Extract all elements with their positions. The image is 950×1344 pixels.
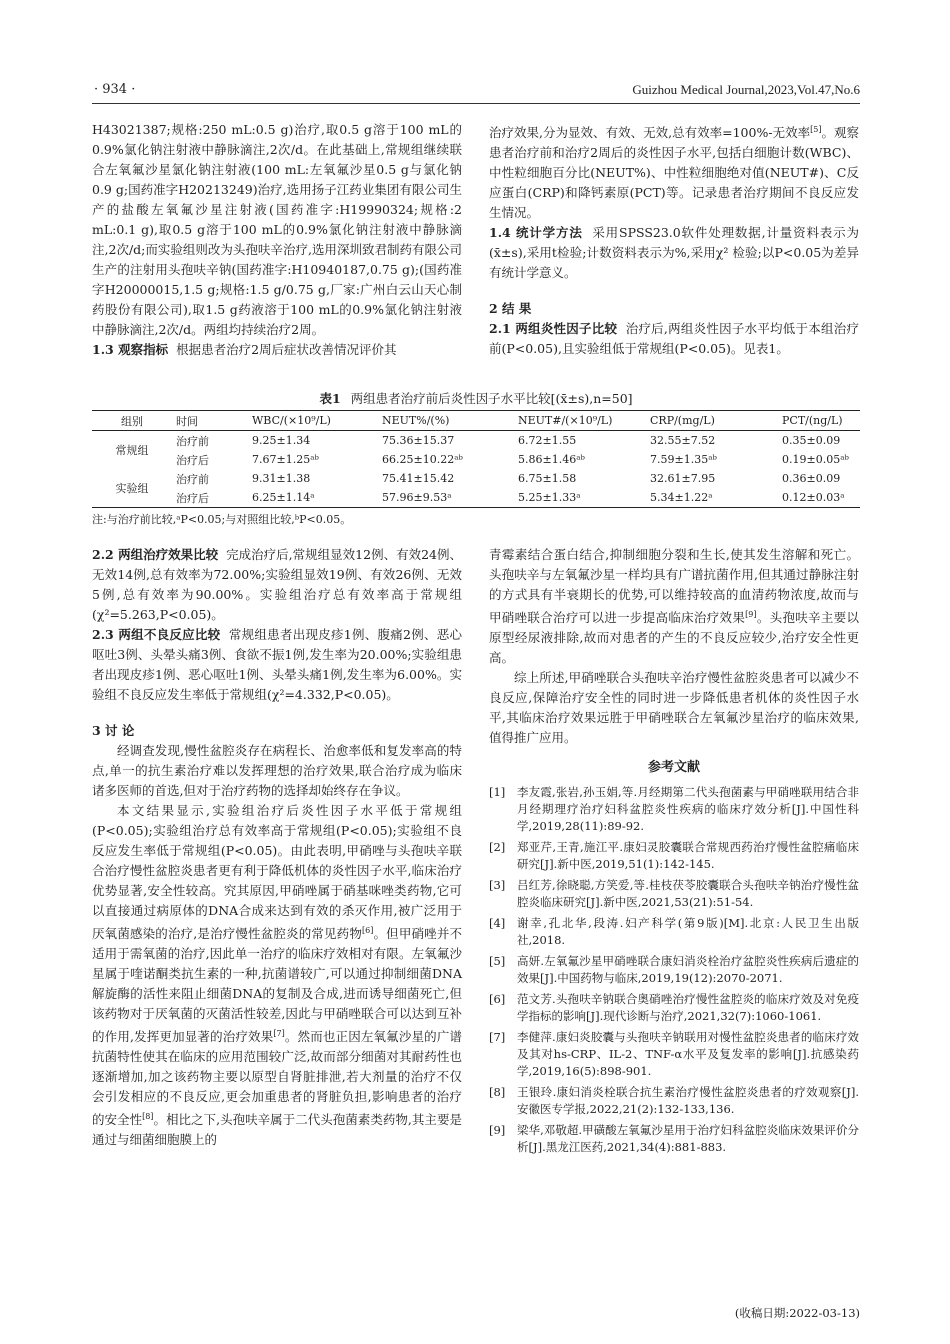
section-1-4 [489, 223, 859, 283]
table-cell: 治疗后 [176, 491, 209, 505]
table-cell: 75.41±15.42 [382, 472, 455, 485]
received-date: (收稿日期:2022-03-13) [734, 1306, 860, 1320]
section-1-3-title: 1.3 观察指标 [92, 342, 169, 357]
table-cell: 治疗后 [176, 453, 209, 467]
reference-text: 李健萍.康妇炎胶囊与头孢呋辛钠联用对慢性盆腔炎患者的临床疗效及其对hs-CRP、IL-2、TNF-α水平及复发率的影响[J].抗感染药学,2019,16(5):898-901. [517, 1030, 859, 1079]
reference-number: [7] [489, 1030, 506, 1045]
reference-text: 梁华,邓敬超.甲磺酸左氧氟沙星用于治疗妇科盆腔炎临床效果评价分析[J].黑龙江医药,2021,34(4):881-883. [517, 1123, 859, 1155]
section-1-4-title: 1.4 统计学方法 [489, 225, 583, 241]
table-cell: 32.55±7.52 [650, 434, 716, 447]
group-cell: 实验组 [115, 482, 149, 495]
section-2-1-title: 2.1 两组炎性因子比较 [489, 321, 618, 337]
reference-text: 吕红芳,徐晓聪,方笑爱,等.桂枝茯苓胶囊联合头孢呋辛钠治疗慢性盆腔炎临床研究[J].新中医,2021,53(21):51-54. [517, 878, 859, 910]
section-2-1-text: 治疗后,两组炎性因子水平均低于本组治疗前(P<0.05),且实验组低于常规组(P<0.05)。见表1。 [489, 321, 859, 357]
section-1-3-text: 根据患者治疗2周后症状改善情况评价其 [176, 342, 397, 357]
reference-item [489, 915, 859, 949]
reference-number: [6] [489, 992, 506, 1007]
table-cell: 75.36±15.37 [382, 434, 455, 447]
section-2-2 [92, 545, 462, 625]
col-header: NEUT%/(%) [382, 414, 450, 427]
reference-number: [4] [489, 916, 506, 931]
table-note: 注:与治疗前比较,ᵃP<0.05;与对照组比较,ᵇP<0.05。 [92, 513, 352, 526]
discussion-text: 本文结果显示,实验组治疗后炎性因子水平低于常规组(P<0.05);实验组治疗总有效率高于常规组(P<0.05);实验组不良反应发生率低于常规组(P<0.05)。由此表明,甲硝唑与头孢呋辛联合治疗慢性盆腔炎患者更有利于降低机体的炎性因子水平,临床治疗优势显著,安全性较高。究其原因,甲硝唑属于硝基咪唑类药物,它可以直接通过病原体的DNA合成来达到有效的杀灭作用,被广泛用于厌氧菌感染的治疗,是治疗慢性盆腔炎的常见药物 [92, 803, 462, 942]
table-cell: 9.31±1.38 [252, 472, 311, 485]
method-paragraph: H43021387;规格:250 mL:0.5 g)治疗,取0.5 g溶于100 mL的0.9%氯化钠注射液中静脉滴注,2次/d。在此基础上,常规组继续联合左氧氟沙星氯化钠注射液(100 mL:左氧氟沙星0.5 g与氯化钠0.9 g;国药准字H20213249)治疗,选用扬子江药业集团有限公司生产的盐酸左氧氟沙星注射液(国药准字:H19990324;规格:2 mL:0.1 g),取0.5 g溶于100 mL的0.9%氯化钠注射液中静脉滴注,2次/d;而实验组则改为头孢呋辛治疗,选用深圳致君制药有限公司生产的注射用头孢呋辛钠(国药准字:H10940187,0.75 g);(国药准字H20000015,1.5 g;规格:1.5 g/0.75 g,厂家:广州白云山天心制药股份有限公司),取1.5 g药液溶于100 mL的0.9%氯化钠注射液中静脉滴注,2次/d。两组均持续治疗2周。 [92, 122, 462, 337]
citation-8: [8] [142, 1112, 154, 1122]
table-cell: 7.67±1.25ᵃᵇ [252, 453, 319, 466]
table-1 [92, 389, 860, 527]
col-header: PCT/(ng/L) [782, 414, 843, 427]
references-list [489, 784, 859, 1156]
table-title: 两组患者治疗前后炎性因子水平比较[(x̄±s),n=50] [350, 391, 633, 406]
outcome-text-cont: 。观察患者治疗前和治疗2周后的炎性因子水平,包括白细胞计数(WBC)、中性粒细胞百分比(NEUT%)、中性粒细胞绝对值(NEUT#)、C反应蛋白(CRP)和降钙素原(PCT)等。记录患者治疗期间不良反应发生情况。 [489, 125, 859, 221]
left-column-bottom [92, 545, 462, 1150]
section-1-3 [92, 340, 462, 360]
citation-7: [7] [273, 1029, 285, 1039]
table-cell: 0.36±0.09 [782, 472, 841, 485]
col-header: CRP/(mg/L) [650, 414, 715, 427]
reference-item [489, 1084, 859, 1118]
table-cell: 57.96±9.53ᵃ [382, 491, 452, 504]
table-cell: 0.19±0.05ᵃᵇ [782, 453, 849, 466]
table-header-row [92, 411, 860, 431]
discussion-text: 。相比之下,头孢呋辛属于二代头孢菌素类药物,其主要是通过与细菌细胞膜上的 [92, 1112, 462, 1148]
right-column-top [489, 120, 859, 359]
reference-number: [2] [489, 840, 506, 855]
discussion-text: 。然而也正因左氧氟沙星的广谱抗菌特性使其在临床的应用范围较广泛,故而部分细菌对其耐药性也逐渐增加,加之该药物主要以原型自肾脏排泄,若大剂量的治疗不仅会引发相应的不良反应,更会加重患者的肾脏负担,影响患者的治疗的安全性 [92, 1029, 462, 1128]
table-cell: 治疗前 [176, 434, 209, 448]
reference-item [489, 1029, 859, 1080]
citation-6: [6] [362, 926, 374, 935]
section-1-4-text: 采用SPSS23.0软件处理数据,计量资料表示为(x̄±s),采用t检验;计数资料表示为%,采用χ² 检验;以P<0.05为差异有统计学意义。 [489, 225, 859, 281]
discussion-continued [489, 545, 859, 668]
table-cell: 0.35±0.09 [782, 434, 841, 447]
col-header: 组别 [121, 414, 143, 428]
reference-item [489, 877, 859, 911]
data-table [92, 410, 860, 508]
reference-text: 谢幸,孔北华,段涛.妇产科学(第9版)[M].北京:人民卫生出版社,2018. [517, 916, 859, 948]
references-title: 参考文献 [647, 760, 700, 776]
table-row [92, 450, 860, 469]
table-row [92, 488, 860, 508]
table-label: 表1 [319, 391, 341, 406]
discussion-paragraph-2 [92, 801, 462, 1150]
table-caption [92, 389, 860, 407]
table-cell: 66.25±10.22ᵃᵇ [382, 453, 463, 466]
header-rule [92, 103, 860, 104]
reference-number: [5] [489, 954, 506, 969]
section-2-3-text: 常规组患者出现皮疹1例、腹痛2例、恶心呕吐3例、头晕头痛3例、食欲不振1例,发生率为20.00%;实验组患者出现皮疹1例、恶心呕吐1例、头晕头痛1例,发生率为6.00%。实验组不良反应发生率低于常规组(χ²=4.332,P<0.05)。 [92, 627, 462, 702]
table-cell: 治疗前 [176, 472, 209, 486]
table-cell: 6.72±1.55 [518, 434, 577, 447]
col-header: 时间 [176, 414, 198, 428]
table-cell: 9.25±1.34 [252, 434, 311, 447]
table-row [92, 469, 860, 488]
reference-number: [8] [489, 1085, 506, 1100]
group-cell: 常规组 [115, 444, 149, 457]
table-cell: 6.25±1.14ᵃ [252, 491, 315, 504]
reference-text: 李友霞,张岩,孙玉娟,等.月经期第二代头孢菌素与甲硝唑联用结合非月经期理疗治疗妇科盆腔炎性疾病的临床疗效分析[J].中国性科学,2019,28(11):89-92. [517, 785, 859, 834]
section-2-1 [489, 319, 859, 359]
table-cell: 5.34±1.22ᵃ [650, 491, 713, 504]
reference-item [489, 953, 859, 987]
citation-9: [9] [745, 610, 757, 619]
section-2-3 [92, 625, 462, 705]
table-row [92, 431, 860, 451]
reference-number: [1] [489, 785, 506, 800]
discussion-text: 。头孢呋辛主要以原型经尿液排除,故而对患者的产生的不良反应较少,治疗安全性更高。 [489, 610, 859, 666]
col-header: NEUT#/(×10⁹/L) [518, 414, 613, 427]
table-cell: 7.59±1.35ᵃᵇ [650, 453, 717, 466]
reference-text: 王银玲.康妇消炎栓联合抗生素治疗慢性盆腔炎患者的疗效观察[J].安徽医专学报,2022,21(2):132-133,136. [517, 1085, 859, 1117]
section-2-2-text: 完成治疗后,常规组显效12例、有效24例、无效14例,总有效率为72.00%;实验组显效19例、有效26例、无效5例,总有效率为90.00%。实验组治疗总有效率高于常规组(χ²=5.263,P<0.05)。 [92, 547, 462, 622]
reference-item [489, 991, 859, 1025]
reference-item [489, 839, 859, 873]
table-cell: 32.61±7.95 [650, 472, 716, 485]
section-3-title: 3 讨 论 [92, 723, 135, 738]
section-2-3-title: 2.3 两组不良反应比较 [92, 627, 221, 642]
journal-header: Guizhou Medical Journal,2023,Vol.47,No.6 [632, 82, 860, 97]
outcome-paragraph [489, 120, 859, 223]
table-cell: 5.86±1.46ᵃᵇ [518, 453, 585, 466]
reference-text: 郑亚芹,王青,施江平.康妇灵胶囊联合常规西药治疗慢性盆腔痛临床研究[J].新中医,2019,51(1):142-145. [517, 840, 859, 872]
table-cell: 0.12±0.03ᵃ [782, 491, 845, 504]
reference-item [489, 1122, 859, 1156]
citation-5: [5] [810, 125, 822, 134]
section-2-title: 2 结 果 [489, 301, 532, 317]
reference-text: 高妍.左氧氟沙星甲硝唑联合康妇消炎栓治疗盆腔炎性疾病后遗症的效果[J].中国药物与临床,2019,19(12):2070-2071. [517, 954, 859, 986]
reference-item [489, 784, 859, 835]
left-column-top [92, 120, 462, 360]
page-number: · 934 · [94, 82, 136, 97]
table-cell: 6.75±1.58 [518, 472, 577, 485]
conclusion-paragraph: 综上所述,甲硝唑联合头孢呋辛治疗慢性盆腔炎患者可以减少不良反应,保障治疗安全性的同时进一步降低患者机体的炎性因子水平,其临床治疗效果远胜于甲硝唑联合左氧氟沙星治疗的临床效果,值得推广应用。 [489, 670, 859, 746]
discussion-text: 青霉素结合蛋白结合,抑制细胞分裂和生长,使其发生溶解和死亡。头孢呋辛与左氧氟沙星一样均具有广谱抗菌作用,但其通过静脉注射的方式具有半衰期长的优势,可以维持较高的血清药物浓度,故而与甲硝唑联合治疗可以进一步提高临床治疗效果 [489, 547, 859, 626]
discussion-text: 。但甲硝唑并不适用于需氧菌的治疗,因此单一治疗的临床疗效相对有限。左氧氟沙星属于喹诺酮类抗生素的一种,抗菌谱较广,可以通过抑制细菌DNA解旋酶的活性来阻止细菌DNA的复制及合成,进而诱导细菌死亡,但该药物对于厌氧菌的灭菌活性较差,因此与甲硝唑联合可以达到互补的作用,发挥更加显著的治疗效果 [92, 926, 462, 1045]
col-header: WBC/(×10⁹/L) [252, 414, 331, 427]
reference-number: [9] [489, 1123, 506, 1138]
outcome-text: 治疗效果,分为显效、有效、无效,总有效率=100%-无效率 [489, 125, 811, 141]
section-2-2-title: 2.2 两组治疗效果比较 [92, 547, 219, 562]
reference-text: 范文芳.头孢呋辛钠联合奥硝唑治疗慢性盆腔炎的临床疗效及对免疫学指标的影响[J].现代诊断与治疗,2021,32(7):1060-1061. [517, 992, 859, 1024]
reference-number: [3] [489, 878, 506, 893]
right-column-bottom [489, 545, 859, 1160]
discussion-paragraph-1: 经调查发现,慢性盆腔炎存在病程长、治愈率低和复发率高的特点,单一的抗生素治疗难以发挥理想的治疗效果,联合治疗成为临床诸多医师的首选,但对于治疗药物的选择却始终存在争议。 [92, 743, 462, 798]
table-cell: 5.25±1.33ᵃ [518, 491, 581, 504]
